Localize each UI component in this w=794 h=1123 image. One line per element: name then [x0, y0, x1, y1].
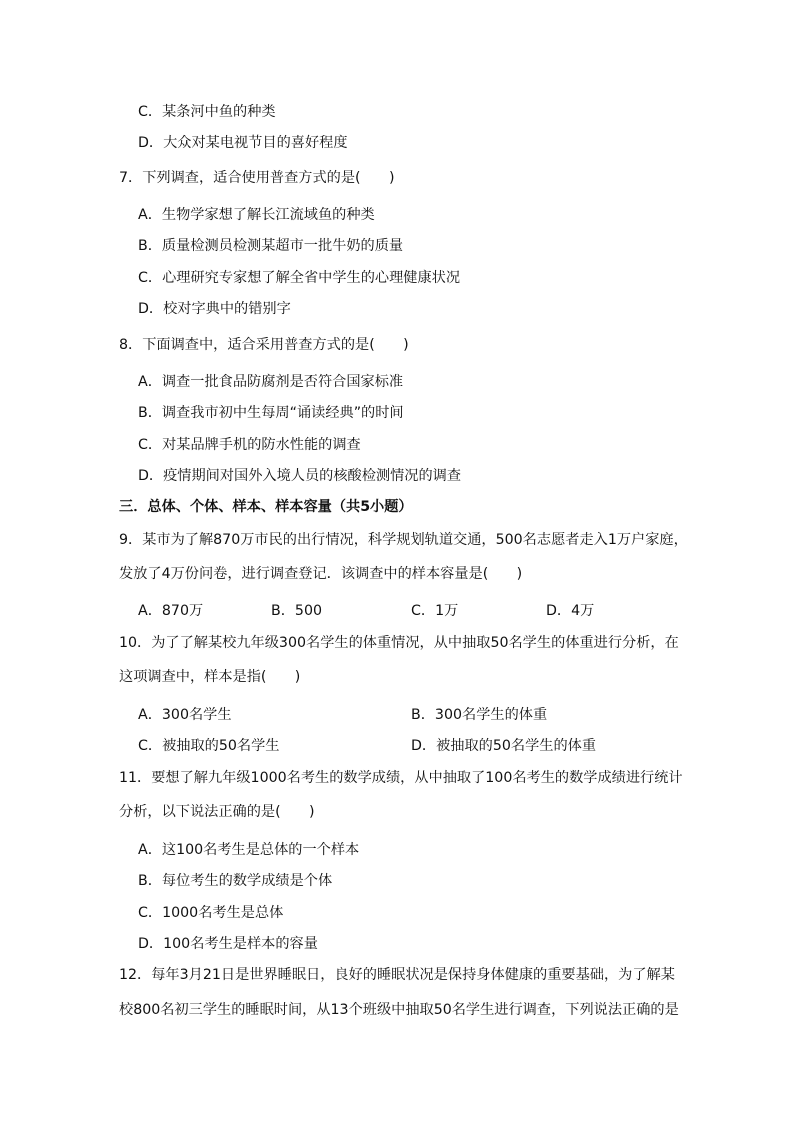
section-3-heading: 三．总体、个体、样本、样本容量（共5小题）	[119, 499, 413, 515]
question-10-stem-line1: 10．为了了解某校九年级300名学生的体重情况，从中抽取50名学生的体重进行分析，在	[119, 635, 679, 651]
question-9-stem-line1: 9．某市为了解870万市民的出行情况，科学规划轨道交通，500名志愿者走入1万户家庭，	[119, 532, 688, 548]
question-8-option-d: D．疫情期间对国外入境人员的核酸检测情况的调查	[138, 468, 462, 484]
question-12-stem-line1: 12．每年3月21日是世界睡眠日，良好的睡眠状况是保持身体健康的重要基础，为了解某	[119, 967, 675, 983]
question-10-stem-line2: 这项调查中，样本是指( )	[119, 669, 301, 685]
question-9-option-c: C．1万	[411, 603, 459, 619]
question-11-stem-line1: 11．要想了解九年级1000名考生的数学成绩，从中抽取了100名考生的数学成绩进行统计	[119, 770, 683, 786]
question-9-option-a: A．870万	[138, 603, 204, 619]
question-11-option-a: A．这100名考生是总体的一个样本	[138, 842, 360, 858]
question-10-option-a: A．300名学生	[138, 707, 232, 723]
question-10-option-c: C．被抽取的50名学生	[138, 738, 280, 754]
question-10-option-b: B．300名学生的体重	[411, 707, 548, 723]
question-7-stem: 7．下列调查，适合使用普查方式的是( )	[119, 170, 395, 186]
prev-option-d: D．大众对某电视节目的喜好程度	[138, 135, 348, 151]
question-8-option-a: A．调查一批食品防腐剂是否符合国家标准	[138, 374, 404, 390]
question-8-option-c: C．对某品牌手机的防水性能的调查	[138, 437, 361, 453]
question-8-stem: 8．下面调查中，适合采用普查方式的是( )	[119, 337, 409, 353]
question-7-option-b: B．质量检测员检测某超市一批牛奶的质量	[138, 238, 404, 254]
question-11-option-c: C．1000名考生是总体	[138, 905, 284, 921]
question-7-option-d: D．校对字典中的错别字	[138, 301, 291, 317]
question-11-option-d: D．100名考生是样本的容量	[138, 936, 318, 952]
question-9-stem-line2: 发放了4万份问卷，进行调查登记．该调查中的样本容量是( )	[119, 566, 523, 582]
question-9-option-b: B．500	[271, 603, 323, 619]
question-8-option-b: B．调查我市初中生每周“诵读经典”的时间	[138, 405, 404, 421]
question-11-stem-line2: 分析，以下说法正确的是( )	[119, 804, 315, 820]
question-7-option-c: C．心理研究专家想了解全省中学生的心理健康状况	[138, 270, 461, 286]
question-10-option-d: D．被抽取的50名学生的体重	[411, 738, 597, 754]
question-12-stem-line2: 校800名初三学生的睡眠时间，从13个班级中抽取50名学生进行调查，下列说法正确的是	[119, 1002, 679, 1018]
question-7-option-a: A．生物学家想了解长江流域鱼的种类	[138, 207, 375, 223]
question-11-option-b: B．每位考生的数学成绩是个体	[138, 873, 333, 889]
prev-option-c: C．某条河中鱼的种类	[138, 104, 276, 120]
question-9-option-d: D．4万	[546, 603, 595, 619]
